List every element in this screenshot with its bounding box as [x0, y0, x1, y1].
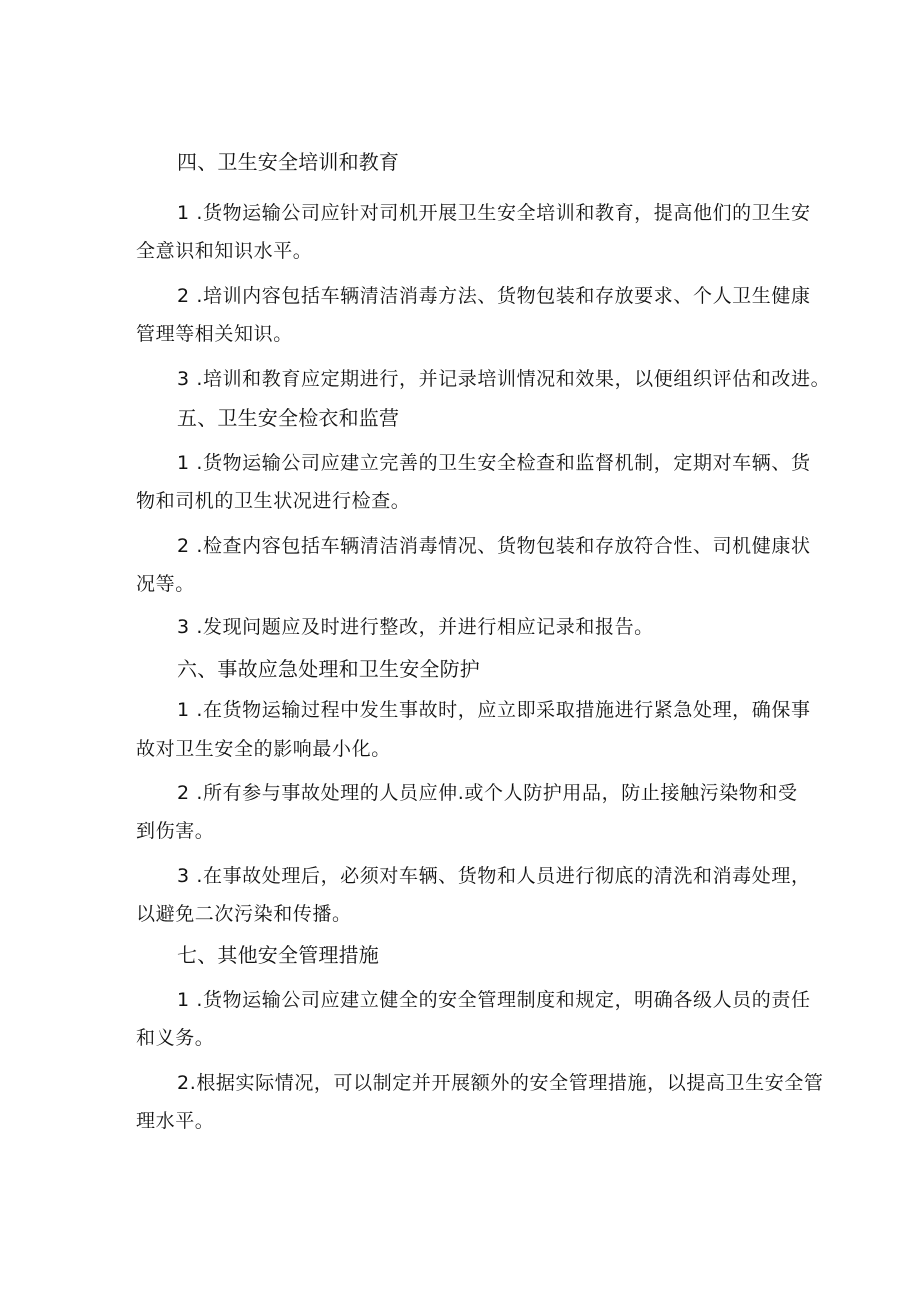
paragraph-line: 全意识和知识水平。	[136, 240, 313, 262]
paragraph-line: 故对卫生安全的影响最小化。	[136, 738, 391, 760]
paragraph-line: 2.根据实际情况，可以制定并开展额外的安全管理措施，以提高卫生安全管	[177, 1072, 824, 1094]
section-heading: 七、其他安全管理措施	[177, 943, 379, 967]
paragraph-line: 1 .在货物运输过程中发生事故时，应立即采取措施进行紧急处理，确保事	[177, 699, 811, 721]
paragraph-line: 3 .发现问题应及时进行整改，并进行相应记录和报告。	[177, 616, 654, 638]
paragraph-line: 1 .货物运输公司应针对司机开展卫生安全培训和教育，提高他们的卫生安	[177, 202, 811, 224]
paragraph-line: 物和司机的卫生状况进行检查。	[136, 490, 411, 512]
section-heading: 四、卫生安全培训和教育	[177, 150, 400, 174]
section-heading: 六、事故应急处理和卫生安全防护	[177, 657, 480, 681]
section-heading: 五、卫生安全检衣和监营	[177, 406, 400, 430]
paragraph-line: 理水平。	[136, 1110, 215, 1132]
paragraph-line: 2 .培训内容包括车辆清洁消毒方法、货物包装和存放要求、个人卫生健康	[177, 285, 811, 307]
paragraph-line: 以避免二次污染和传播。	[136, 903, 352, 925]
paragraph-line: 管理等相关知识。	[136, 323, 293, 345]
paragraph-line: 况等。	[136, 573, 195, 595]
paragraph-line: 到伤害。	[136, 820, 215, 842]
paragraph-line: 和义务。	[136, 1027, 215, 1049]
paragraph-line: 3 .在事故处理后，必须对车辆、货物和人员进行彻底的清洗和消毒处理，	[177, 865, 811, 887]
paragraph-line: 2 .检查内容包括车辆清洁消毒情况、货物包装和存放符合性、司机健康状	[177, 535, 811, 557]
paragraph-line: 3 .培训和教育应定期进行，并记录培训情况和效果，以便组织评估和改进。	[177, 368, 831, 390]
paragraph-line: 1 .货物运输公司应建立健全的安全管理制度和规定，明确各级人员的责任	[177, 989, 811, 1011]
paragraph-line: 2 .所有参与事故处理的人员应伸.或个人防护用品，防止接触污染物和受	[177, 782, 798, 804]
paragraph-line: 1 .货物运输公司应建立完善的卫生安全检查和监督机制，定期对车辆、货	[177, 452, 811, 474]
